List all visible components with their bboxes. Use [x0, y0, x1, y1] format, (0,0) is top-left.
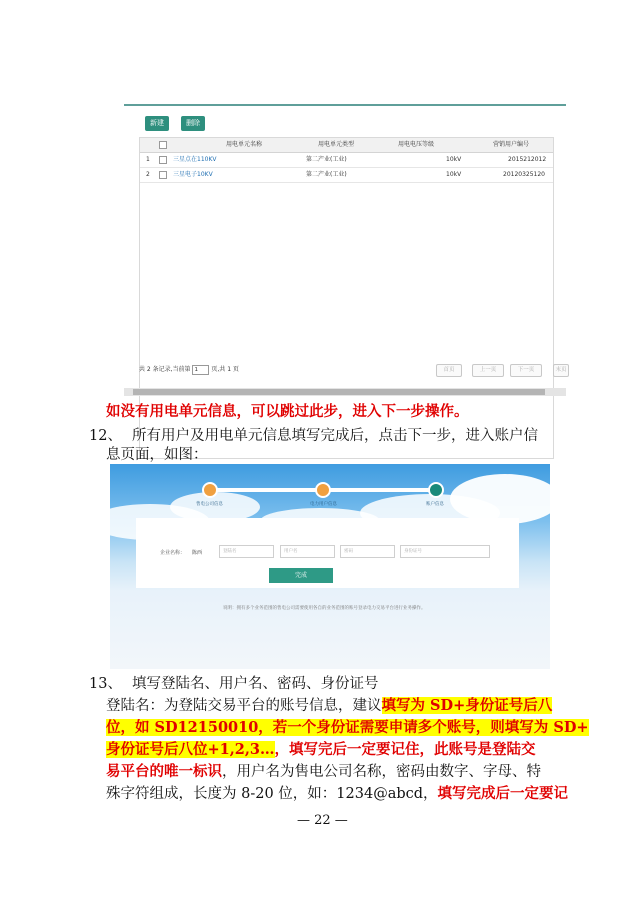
- highlighted-text: 位，如 SD12150010，若一个身份证需要申请多个账号，则填写为 SD+: [106, 719, 589, 736]
- first-page-button[interactable]: 首页: [436, 364, 462, 377]
- para-line-3: [106, 738, 536, 759]
- password-input[interactable]: 密码: [340, 545, 395, 558]
- login-name-input[interactable]: 登陆名: [219, 545, 274, 558]
- pager-total: [139, 364, 239, 375]
- col-unit-name: 用电单元名称: [226, 141, 263, 148]
- red-text: 填写完成后一定要记: [437, 785, 569, 802]
- pagination: [139, 362, 569, 376]
- user-name-input[interactable]: 用户名: [280, 545, 335, 558]
- id-number-input[interactable]: 身份证号: [400, 545, 490, 558]
- horizontal-scrollbar[interactable]: [124, 388, 566, 396]
- unit-name-link[interactable]: 三星电子10KV: [173, 171, 213, 178]
- company-name-label: 企业名称：: [160, 550, 186, 556]
- para-line-5: [106, 782, 568, 803]
- item-13-title: 填写登陆名、用户名、密码、身份证号: [132, 676, 379, 692]
- next-page-button[interactable]: 下一页: [510, 364, 542, 377]
- company-name-value: 陈西: [192, 550, 203, 556]
- unit-account: 2015212012: [508, 156, 547, 163]
- col-account: 营销用户编号: [493, 141, 530, 148]
- step-2-label: 电力用户信息: [310, 502, 337, 507]
- step-2-dot: [315, 482, 331, 498]
- unit-type: 第二产业(工业): [306, 156, 347, 163]
- para-text: ，用户名为售电公司名称，密码由数字、字母、特: [222, 764, 541, 780]
- new-button[interactable]: 新建: [145, 116, 169, 131]
- red-text: 易平台的唯一标识: [106, 763, 222, 780]
- prev-page-button[interactable]: 上一页: [472, 364, 504, 377]
- highlighted-text: 身份证号后八位+1,2,3…: [106, 741, 275, 758]
- select-all-checkbox[interactable]: [159, 141, 167, 149]
- step-3-dot: [428, 482, 444, 498]
- unit-account: 20120325120: [503, 171, 545, 178]
- step-1-label: 售电公司信息: [196, 502, 223, 507]
- red-text: ，填写完后一定要记住，此账号是登陆交: [274, 741, 536, 758]
- para-line-1: [106, 694, 552, 715]
- scrollbar-thumb[interactable]: [133, 389, 545, 395]
- unit-voltage: 10kV: [446, 171, 462, 178]
- page-number-input[interactable]: 1: [192, 365, 209, 375]
- pager-suffix: 页,共 1 页: [211, 366, 239, 373]
- row-index: 2: [146, 171, 150, 178]
- header-divider: [124, 104, 566, 106]
- step-3-label: 账户信息: [426, 502, 444, 507]
- unit-type: 第二产业(工业): [306, 171, 347, 178]
- step-1-dot: [202, 482, 218, 498]
- unit-table-screenshot: [124, 104, 566, 397]
- grid-header: [140, 138, 553, 153]
- item-12-text-cont: 息页面，如图：: [106, 447, 208, 463]
- delete-button[interactable]: 删除: [181, 116, 205, 131]
- item-12-number: 12、: [89, 428, 122, 444]
- cloud: [450, 474, 550, 524]
- para-text: 殊字符组成，长度为 8-20 位，如：1234@abcd，: [106, 786, 438, 802]
- para-line-2: [106, 716, 589, 737]
- account-wizard-screenshot: [110, 464, 550, 669]
- finish-button[interactable]: 完成: [269, 568, 333, 583]
- row-index: 1: [146, 156, 150, 163]
- row-checkbox[interactable]: [159, 156, 167, 164]
- row-checkbox[interactable]: [159, 171, 167, 179]
- wizard-note: 说明：拥有多个业务范围的售电公司需要使用各自的业务范围的账号登录电力交易平台进行业务操作。: [223, 606, 426, 611]
- pager-prefix: 共 2 条记录,当前第: [139, 366, 191, 373]
- item-12-text: 所有用户及用电单元信息填写完成后，点击下一步，进入账户信: [132, 428, 538, 444]
- last-page-button[interactable]: 末页: [553, 364, 569, 377]
- page-number: — 22 —: [297, 813, 348, 828]
- para-line-4: [106, 760, 541, 781]
- col-unit-type: 用电单元类型: [318, 141, 355, 148]
- unit-voltage: 10kV: [446, 156, 462, 163]
- skip-note: 如没有用电单元信息，可以跳过此步，进入下一步操作。: [106, 403, 469, 420]
- highlighted-text: 填写为 SD+身份证号后八: [381, 697, 553, 714]
- col-voltage: 用电电压等级: [398, 141, 435, 148]
- para-text: 登陆名：为登陆交易平台的账号信息，建议: [106, 698, 382, 714]
- unit-name-link[interactable]: 三星点在110KV: [173, 156, 217, 163]
- item-13-number: 13、: [89, 676, 122, 692]
- table-row[interactable]: [140, 168, 553, 183]
- table-row[interactable]: [140, 153, 553, 168]
